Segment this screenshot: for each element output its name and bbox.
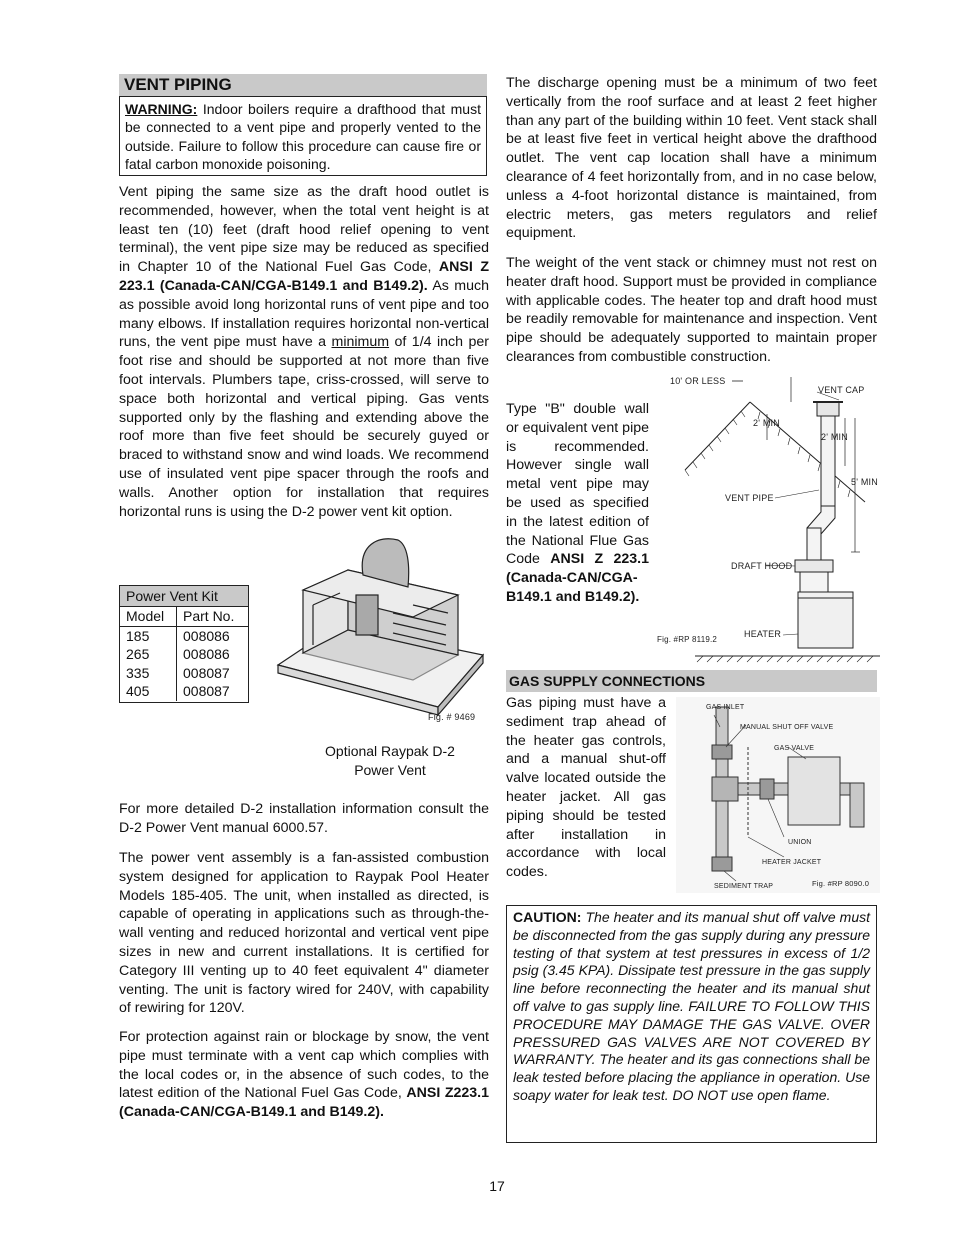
d2-info-paragraph [119, 800, 489, 838]
gas-fig-number: Fig. #RP 8090.0 [812, 879, 870, 888]
cell-part: 008086 [183, 646, 230, 662]
cell-model: 405 [120, 682, 177, 701]
caution-box [506, 905, 877, 1143]
vent-cap-paragraph [119, 1028, 489, 1122]
type-b-paragraph [506, 400, 649, 607]
power-vent-kit-table [119, 585, 249, 703]
ansi-ref-2: ANSI Z223.1 (Canada-CAN/CGA-B149.1 and B149.2). [119, 1085, 489, 1121]
discharge-paragraph [506, 74, 877, 243]
two-min-label-a: 2' MIN [753, 418, 780, 428]
warning-box [119, 96, 487, 176]
table-row [120, 682, 248, 701]
cell-model: 335 [120, 664, 177, 683]
heater-jacket-label: HEATER JACKET [762, 859, 822, 866]
sediment-trap-label: SEDIMENT TRAP [714, 883, 774, 890]
col-part-no: Part No. [177, 607, 249, 626]
gas-supply-paragraph [506, 694, 666, 882]
d2-manual-text: For more detailed D-2 installation information consult the D-2 Power Vent manual 6000.57. [119, 801, 489, 836]
vent-piping-heading: VENT PIPING [119, 74, 487, 96]
gas-supply-heading: GAS SUPPLY CONNECTIONS [506, 670, 877, 692]
minimum-underlined: minimum [331, 334, 390, 351]
page-number: 17 [489, 1178, 505, 1194]
col-model: Model [120, 607, 177, 626]
cell-model: 265 [120, 645, 177, 664]
table-row [120, 664, 248, 683]
gas-piping-illustration [676, 697, 880, 893]
cell-part: 008086 [183, 627, 230, 644]
vent-cap-label: VENT CAP [818, 385, 865, 395]
vent-fig-number: Fig. #RP 8119.2 [657, 635, 718, 644]
power-vent-fig-number: Fig. # 9469 [428, 712, 476, 722]
weight-text: The weight of the vent stack or chimney must not rest on heater draft hood. Support must be provided in compliance with applicable codes. The heater top and draft hood must be readily removable for maintenance and inspection. Vent pipe should be adequately supported to maintain proper clearances from combustible construction. [506, 255, 877, 365]
warning-label: WARNING: [125, 101, 198, 117]
ansi-ref-1: ANSI Z 223.1 (Canada-CAN/CGA-B149.1 and B149.2). [119, 259, 489, 294]
vent-para-a: Vent piping the same size as the draft hood outlet is recommended, however, when the total vent height is at least ten (10) feet (draft hood relief opening to vent terminal), the vent pipe size may be reduced as specified in Chapter 10 of the National Fuel Gas Code, [119, 184, 489, 276]
vent-para-d: of 1/4 inch per foot rise and should be supported at not more than five foot intervals. Plumbers tape, criss-crossed, will serve to space both horizontal and vertical piping. Gas vents supported only by the flashing and extending above the roof more than five feet should be securely guyed or braced to withstand snow and wind loads. We recommend use of insulated vent pipe spacer through the roofs and walls. Another option for installation that requires horizontal runs is using the D-2 power vent kit option. [119, 334, 489, 520]
power-vent-illustration [268, 535, 490, 730]
caption-line-1: Optional Raypak D-2 [325, 743, 455, 759]
power-vent-caption [300, 742, 480, 779]
vent-installation-diagram [655, 372, 885, 664]
cell-model: 185 [120, 626, 177, 645]
kit-header-row [120, 607, 248, 626]
vent-pipe-label: VENT PIPE [725, 493, 774, 503]
kit-table [120, 607, 248, 701]
table-row [120, 626, 248, 645]
type-b-text: Type "B" double wall or equivalent vent pipe is recommended. However single wall metal vent pipe may be used as specified in the latest edition of the National Flue Gas Code [506, 401, 649, 568]
power-vent-paragraph [119, 849, 489, 1018]
vent-para-c: As much as possible avoid long horizontal runs of vent pipe and too many elbows. If installation requires horizontal non-vertical runs, the vent pipe must have a [119, 277, 489, 351]
draft-hood-label: DRAFT HOOD [731, 561, 793, 571]
caution-label: CAUTION: [513, 909, 582, 925]
caption-line-2: Power Vent [354, 761, 426, 778]
gas-valve-label: GAS VALVE [774, 745, 815, 752]
power-vent-text: The power vent assembly is a fan-assisted combustion system designed for application to Raypak Pool Heater Models 185-405. The unit, when installed as directed, is capable of operating in applications such as through-the-wall venting and reduced horizontal and vertical vent pipe sizes in new and current installations. It is certified for Category III venting up to 40 feet equivalent 4" diameter venting. The unit is factory wired for 240V, with capability of rewiring for 120V. [119, 850, 489, 1017]
vent-piping-body [119, 183, 489, 521]
ten-feet-or-less-label: 10' OR LESS [670, 376, 726, 386]
gas-inlet-label: GAS INLET [706, 704, 745, 711]
warning-text: Indoor boilers require a drafthood that must be connected to a vent pipe and properly vented to the outside. Failure to follow this procedure can cause fire or fatal carbon monoxide poisoning. [125, 101, 481, 173]
two-min-label-b: 2' MIN [821, 432, 848, 442]
discharge-text: The discharge opening must be a minimum of two feet vertically from the roof surface and at least 2 feet higher than any part of the building within 10 feet. Vent stack shall be at least five feet in vertical height above the drafthood outlet. The vent cap location shall have a minimum clearance of 4 feet horizontally from, and in no case below, unless a 4-foot horizontal distance is maintained, from electric meters, gas meters regulators and relief equipment. [506, 75, 877, 242]
union-label: UNION [788, 839, 812, 846]
kit-table-title: Power Vent Kit [120, 586, 248, 607]
ansi-ref-3: ANSI Z 223.1 (Canada-CAN/CGA-B149.1 and B149.2). [506, 551, 650, 605]
weight-paragraph [506, 254, 877, 367]
five-min-label: 5' MIN [851, 477, 878, 487]
cell-part: 008087 [183, 683, 230, 699]
gas-supply-text: Gas piping must have a sediment trap ahead of the heater gas controls, and a manual shut-off valve located outside the heater jacket. All gas piping should be tested after installation in accordance with local codes. [506, 695, 666, 881]
table-row [120, 645, 248, 664]
heater-label: HEATER [744, 629, 782, 639]
vent-cap-text: For protection against rain or blockage by snow, the vent pipe must terminate with a vent cap which complies with the local codes or, in the absence of such codes, to the latest edition of the National Fuel Gas Code, [119, 1029, 489, 1102]
manual-valve-label: MANUAL SHUT OFF VALVE [740, 724, 834, 731]
caution-text: The heater and its manual shut off valve must be disconnected from the gas supply during any pressure testing of that system at test pressures in excess of 1/2 psig (3.45 KPA). Dissipate test pressure in the gas supply line before reconnecting the heater and its manual shut off valve to gas supply line. FAILURE TO FOLLOW THIS PROCEDURE MAY DAMAGE THE GAS VALVE. OVER PRESSURED GAS VALVES ARE NOT COVERED BY WARRANTY. The heater and its gas connections shall be leak tested before placing the appliance in operation. Use soapy water for leak test. DO NOT use open flame. [513, 909, 870, 1103]
cell-part: 008087 [183, 664, 230, 681]
